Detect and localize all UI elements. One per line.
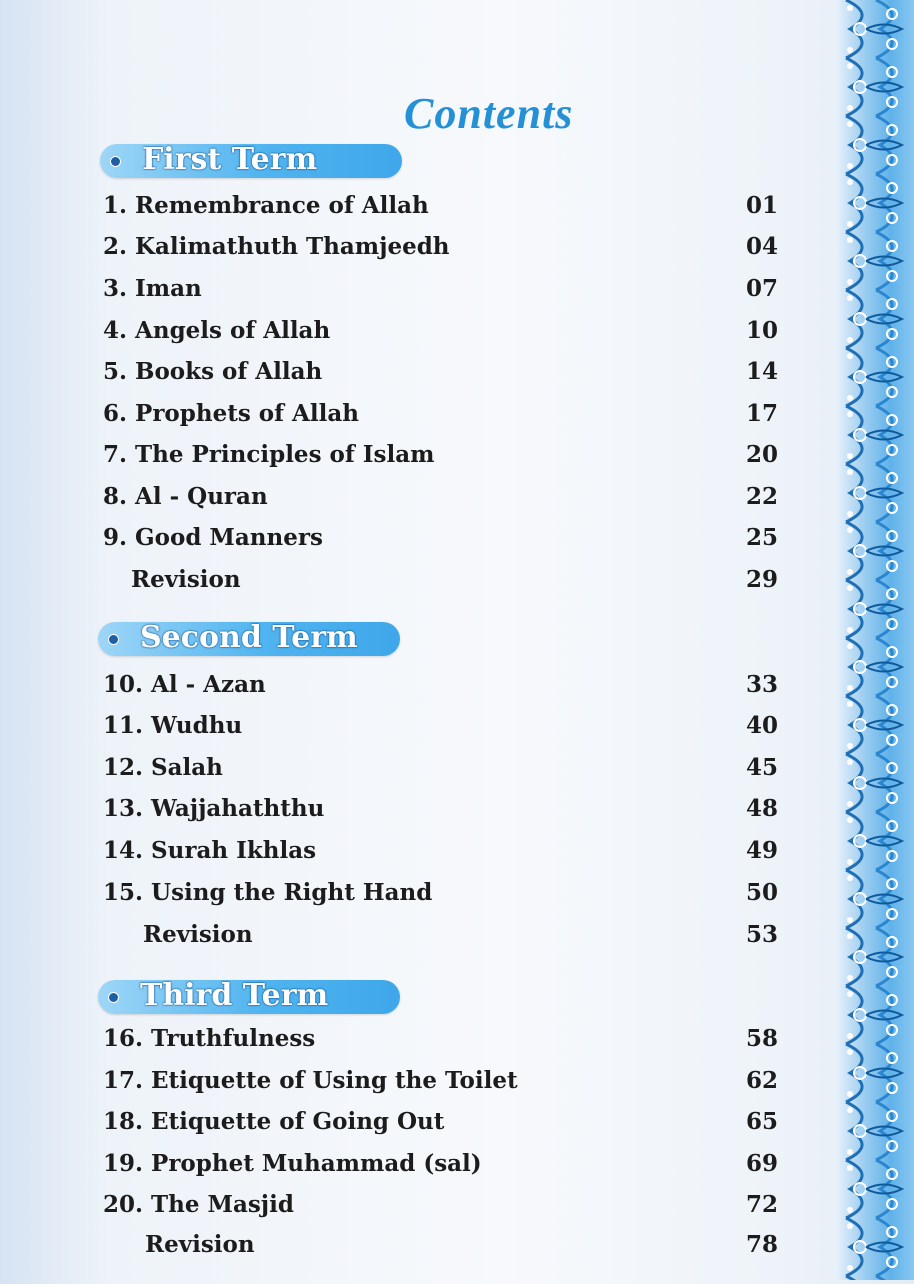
toc-entry[interactable] — [0, 712, 914, 750]
toc-entry-revision[interactable] — [0, 1231, 914, 1269]
toc-entry-label: 3. Iman — [103, 275, 202, 302]
toc-entry[interactable] — [0, 441, 914, 479]
toc-entry-label: 11. Wudhu — [103, 712, 243, 739]
page-title: Contents — [404, 89, 574, 138]
toc-entry-page: 07 — [745, 275, 778, 302]
toc-entry-label: Revision — [143, 921, 253, 948]
toc-entry-page: 40 — [745, 712, 778, 739]
toc-entry-page: 49 — [745, 837, 778, 864]
toc-entry-page: 45 — [745, 754, 778, 781]
toc-entry-page: 53 — [745, 921, 778, 948]
toc-entry[interactable] — [0, 1025, 914, 1063]
toc-entry-label: 15. Using the Right Hand — [103, 879, 433, 906]
toc-entry-label: 2. Kalimathuth Thamjeedh — [103, 233, 450, 260]
toc-entry-label: 19. Prophet Muhammad (sal) — [103, 1150, 482, 1177]
toc-entry-page: 69 — [745, 1150, 778, 1177]
ornamental-border — [836, 0, 914, 1280]
bullet-icon — [108, 634, 119, 645]
toc-entry[interactable] — [0, 275, 914, 313]
toc-entry[interactable] — [0, 837, 914, 875]
toc-entry[interactable] — [0, 524, 914, 562]
toc-entry-page: 17 — [745, 400, 778, 427]
toc-entry-label: 14. Surah Ikhlas — [103, 837, 317, 864]
toc-entry-page: 25 — [745, 524, 778, 551]
toc-entry-revision[interactable] — [0, 566, 914, 604]
toc-entry-page: 50 — [745, 879, 778, 906]
toc-entry-label: 10. Al - Azan — [103, 671, 266, 698]
toc-entry-label: 17. Etiquette of Using the Toilet — [103, 1067, 518, 1094]
toc-entry-page: 22 — [745, 483, 778, 510]
toc-entry-label: 8. Al - Quran — [103, 483, 268, 510]
toc-entry[interactable] — [0, 358, 914, 396]
toc-entry-label: 1. Remembrance of Allah — [103, 192, 429, 219]
bullet-icon — [110, 156, 121, 167]
toc-entry-page: 62 — [745, 1067, 778, 1094]
toc-entry-label: 12. Salah — [103, 754, 223, 781]
toc-entry-label: Revision — [131, 566, 241, 593]
toc-entry-page: 33 — [745, 671, 778, 698]
toc-entry-label: 7. The Principles of Islam — [103, 441, 435, 468]
toc-entry-label: 20. The Masjid — [103, 1191, 294, 1218]
toc-entry-label: 9. Good Manners — [103, 524, 323, 551]
toc-entry-page: 14 — [745, 358, 778, 385]
bullet-icon — [108, 992, 119, 1003]
toc-entry[interactable] — [0, 483, 914, 521]
section-heading: Third Term — [140, 978, 329, 1013]
toc-entry-label: 6. Prophets of Allah — [103, 400, 359, 427]
toc-entry-page: 72 — [745, 1191, 778, 1218]
toc-entry-page: 29 — [745, 566, 778, 593]
toc-entry[interactable] — [0, 1191, 914, 1229]
toc-entry-label: 5. Books of Allah — [103, 358, 323, 385]
toc-entry-page: 58 — [745, 1025, 778, 1052]
ornament-pattern-icon — [836, 0, 914, 1280]
section-heading: First Term — [142, 142, 318, 177]
toc-entry[interactable] — [0, 400, 914, 438]
toc-entry-label: 4. Angels of Allah — [103, 317, 331, 344]
toc-entry-page: 65 — [745, 1108, 778, 1135]
toc-entry[interactable] — [0, 879, 914, 917]
toc-entry-page: 10 — [745, 317, 778, 344]
section-heading: Second Term — [140, 620, 358, 655]
toc-entry-page: 48 — [745, 795, 778, 822]
toc-entry-label: 18. Etiquette of Going Out — [103, 1108, 445, 1135]
toc-entry-label: 16. Truthfulness — [103, 1025, 316, 1052]
toc-entry[interactable] — [0, 317, 914, 355]
toc-entry-page: 01 — [745, 192, 778, 219]
toc-entry[interactable] — [0, 754, 914, 792]
toc-entry-revision[interactable] — [0, 921, 914, 959]
toc-entry-page: 20 — [745, 441, 778, 468]
toc-entry[interactable] — [0, 1150, 914, 1188]
toc-entry[interactable] — [0, 1108, 914, 1146]
toc-entry-page: 04 — [745, 233, 778, 260]
toc-entry[interactable] — [0, 192, 914, 230]
toc-entry-label: 13. Wajjahaththu — [103, 795, 325, 822]
toc-entry[interactable] — [0, 1067, 914, 1105]
toc-entry[interactable] — [0, 233, 914, 271]
section-header-third-term — [98, 980, 400, 1014]
section-header-first-term — [100, 144, 402, 178]
toc-entry[interactable] — [0, 671, 914, 709]
toc-entry-label: Revision — [145, 1231, 255, 1258]
toc-entry[interactable] — [0, 795, 914, 833]
section-header-second-term — [98, 622, 400, 656]
toc-entry-page: 78 — [745, 1231, 778, 1258]
